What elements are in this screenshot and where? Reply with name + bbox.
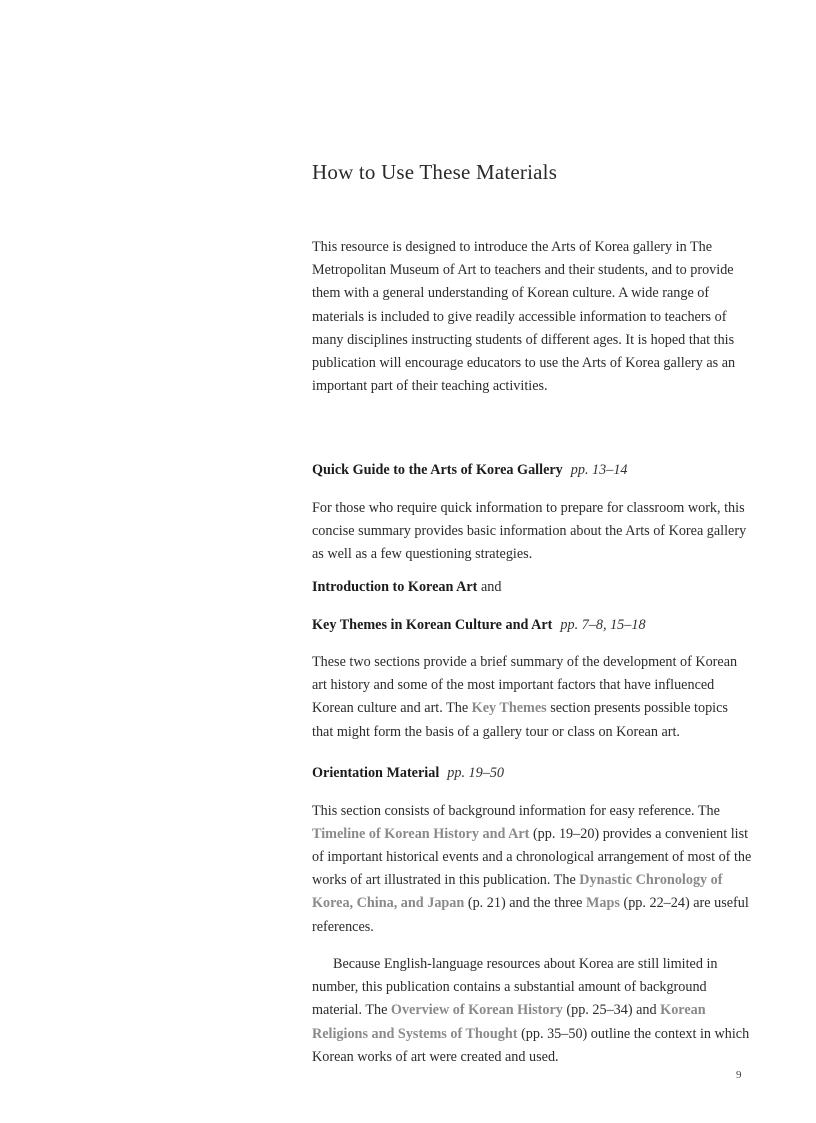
orientation-p2-b: (pp. 25–34) and: [566, 1002, 657, 1019]
orientation-paragraph-1: [312, 800, 752, 939]
page-number: 9: [736, 1069, 742, 1081]
page-title: How to Use These Materials: [312, 160, 558, 184]
intro-paragraph: This resource is designed to introduce the Arts of Korea gallery in The Metropolitan Museum of Art to teachers and their students, and to provide them with a general understanding of Korean culture. A wide range of materials is included to give readily accessible information to teachers of many disciplines instructing students of different ages. It is hoped that this publication will encourage educators to use the Arts of Korea gallery as an important part of their teaching activities.: [312, 239, 736, 395]
chronology-reference: Dynastic Chronology of Korea, China, and Japan: [312, 872, 723, 912]
quick-guide-pages: pp. 13–14: [570, 462, 628, 479]
quick-guide-body: For those who require quick information to prepare for classroom work, this concise summary provides basic information about the Arts of Korea gallery as well as a few questioning strategies.: [312, 499, 747, 562]
key-themes-heading: Key Themes in Korean Culture and Art: [312, 616, 553, 633]
quick-guide-heading: Quick Guide to the Arts of Korea Gallery: [312, 462, 563, 479]
orientation-p2-c: (pp. 35–50) outline the context in which Korean works of art were created and used.: [312, 1025, 750, 1065]
quick-guide-section: [312, 445, 752, 580]
quick-guide-heading-line: [312, 459, 752, 482]
key-themes-heading-line: [312, 614, 752, 637]
orientation-paragraph-2: [312, 953, 752, 1069]
maps-reference: Maps: [586, 895, 620, 912]
intro-key-body-b: section presents possible topics that might form the basis of a gallery tour or class on Korean art.: [312, 700, 728, 740]
intro-key-body: [312, 651, 752, 744]
orientation-heading-line: [312, 762, 752, 785]
orientation-p1-c: (p. 21) and the three: [467, 895, 583, 912]
orientation-p1-a: This section consists of background information for easy reference. The: [312, 802, 720, 819]
timeline-reference: Timeline of Korean History and Art: [312, 825, 530, 842]
intro-key-body-a: These two sections provide a brief summary of the development of Korean art history and some of the most important factors that have influenced Korean culture and art. The: [312, 653, 738, 717]
key-themes-reference: Key Themes: [471, 700, 547, 717]
orientation-p2-a: Because English-language resources about Korea are still limited in number, this publication contains a substantial amount of background material. The: [312, 955, 718, 1019]
intro-key-themes-section: [312, 562, 752, 758]
orientation-p1-d: (pp. 22–24) are useful references.: [312, 895, 749, 935]
intro-key-pages: pp. 7–8, 15–18: [560, 616, 646, 633]
intro-heading-line: [312, 576, 752, 599]
orientation-p1-b: (pp. 19–20) provides a convenient list of important historical events and a chronological arrangement of most of the works of art illustrated in this publication. The: [312, 825, 752, 889]
intro-section: [312, 236, 752, 398]
orientation-heading: Orientation Material: [312, 765, 440, 782]
intro-korean-art-heading: Introduction to Korean Art: [312, 579, 478, 596]
religions-reference: Korean Religions and Systems of Thought: [312, 1002, 706, 1042]
overview-reference: Overview of Korean History: [390, 1002, 563, 1019]
and-connector: and: [480, 579, 502, 596]
orientation-section: [312, 748, 752, 1083]
orientation-pages: pp. 19–50: [447, 765, 505, 782]
